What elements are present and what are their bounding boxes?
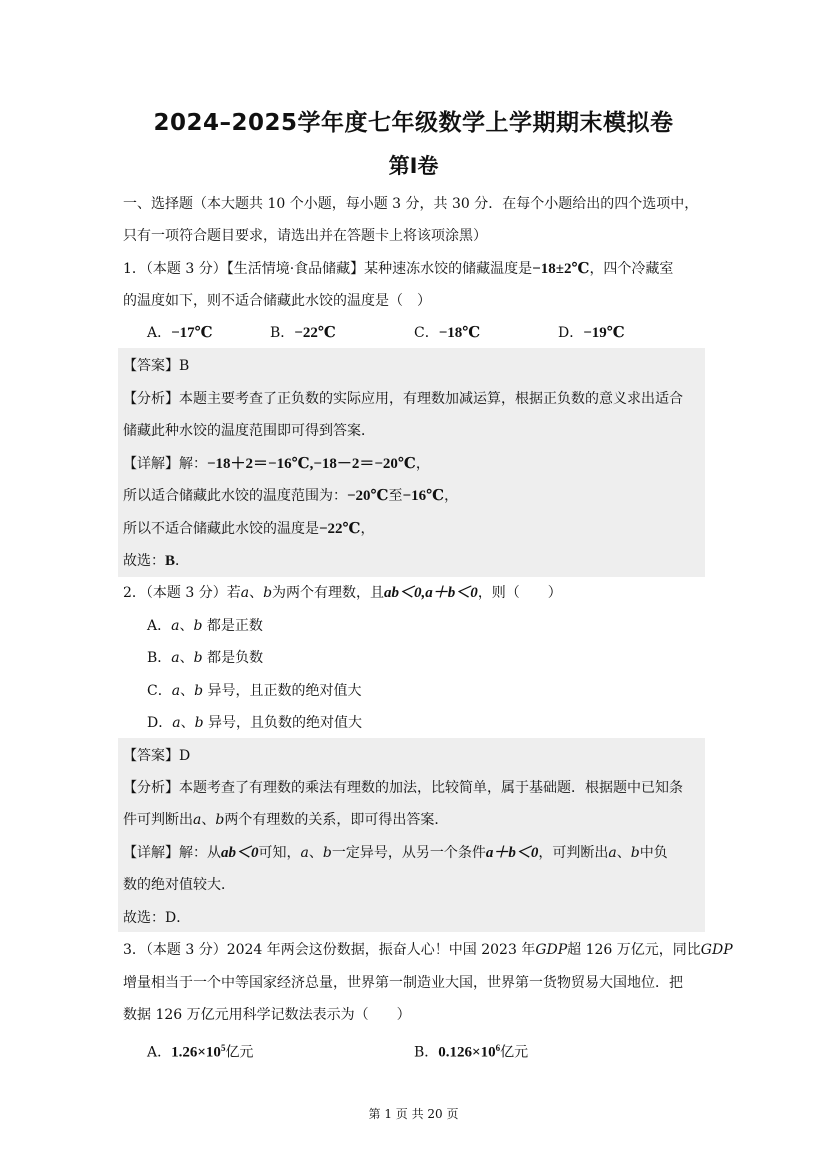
q2-solution-block — [118, 738, 705, 932]
q2-detail-text2: 一定异号，从另一个条件 — [331, 845, 486, 861]
q3-stem-line3: 数据 126 万亿元用科学记数法表示为（ ） — [123, 1007, 411, 1023]
q1-stem-text-end: ，四个冷藏室 — [589, 261, 674, 277]
q1-option-a-label: A． — [147, 325, 172, 341]
q2-detail-line2: 数的绝对值较大． — [123, 877, 235, 893]
q3-option-a — [147, 1038, 253, 1063]
section-heading-line1: 一、选择题（本大题共 10 个小题，每小题 3 分，共 30 分．在每个小题给出的四个选项中， — [123, 196, 699, 212]
q2-stem-end: ，则（ ） — [477, 585, 562, 601]
q2-option-a — [147, 616, 732, 636]
q3-option-a-math: 1.26×10 — [171, 1044, 221, 1061]
q3-option-a-unit: 亿元 — [225, 1044, 254, 1061]
q1-choose-text: 故选： — [123, 553, 165, 569]
q2-detail-label: 【详解】解：从 — [123, 845, 221, 861]
q3-option-b-math: 0.126×10 — [438, 1044, 496, 1061]
q2-option-b — [147, 648, 732, 668]
q3-stem-line1 — [123, 940, 733, 960]
q2-option-d-var-a: a — [172, 715, 181, 731]
q2-stem — [123, 583, 708, 603]
q1-analysis-line2: 储藏此种水饺的温度范围即可得到答案． — [123, 423, 375, 439]
q2-option-d-label: D． — [147, 715, 173, 731]
q3-option-a-label: A． — [147, 1044, 172, 1061]
q2-option-d — [147, 713, 732, 733]
q1-option-c — [414, 323, 480, 343]
q2-analysis-var-a: a — [193, 812, 202, 828]
q1-choose-math: B — [165, 553, 176, 569]
q1-range-mid: 至 — [388, 488, 403, 504]
q2-option-b-sep: 、 — [179, 650, 194, 666]
q1-range-low: −20℃ — [347, 488, 389, 504]
q1-range-text: 所以适合储藏此水饺的温度范围为： — [123, 488, 347, 504]
q1-option-b-value: −22℃ — [294, 325, 336, 341]
q2-detail-math2: a＋b＜0 — [485, 845, 539, 861]
q2-option-a-sep: 、 — [179, 618, 194, 634]
q1-range-high: −16℃ — [402, 488, 445, 504]
q2-analysis-sep: 、 — [201, 812, 216, 828]
q2-stem-text: 2．（本题 3 分）若 — [123, 585, 241, 601]
q1-stem-text: 1．（本题 3 分）【生活情境·食品储藏】某种速冻水饺的储藏温度是 — [123, 261, 533, 277]
q3-option-b-exp: 6 — [495, 1043, 501, 1053]
q2-analysis-line2 — [123, 810, 708, 830]
q2-sep: 、 — [249, 585, 264, 601]
q3-option-b — [414, 1038, 528, 1063]
q2-choose: 故选：D． — [123, 910, 191, 926]
q3-option-b-unit: 亿元 — [500, 1044, 529, 1061]
q2-analysis-var-b: b — [215, 812, 225, 828]
q2-option-d-var-b: b — [194, 715, 204, 731]
q2-detail-text4: 中负 — [639, 845, 668, 861]
q2-detail-var-a: a — [300, 845, 309, 861]
q1-answer: 【答案】B — [123, 358, 190, 374]
q2-detail — [123, 843, 708, 863]
q1-range-end: ， — [444, 488, 459, 504]
q1-stem-math: −18±2℃ — [532, 261, 590, 277]
q1-analysis-line1: 【分析】本题主要考查了正负数的实际应用，有理数加减运算，根据正负数的意义求出适合 — [123, 391, 683, 407]
q1-not-end: ， — [360, 521, 375, 537]
q1-option-a — [147, 323, 213, 343]
q2-detail-text3: ，可判断出 — [538, 845, 609, 861]
page-title: 2024–2025学年度七年级数学上学期期末模拟卷 — [153, 110, 674, 136]
q2-option-a-text: 都是正数 — [206, 618, 263, 634]
q1-not-text: 所以不适合储藏此水饺的温度是 — [123, 521, 319, 537]
q1-not-suitable — [123, 519, 708, 539]
q1-detail-end: ， — [415, 456, 430, 472]
q2-option-c-sep: 、 — [180, 683, 195, 699]
q2-option-b-var-a: a — [171, 650, 180, 666]
q1-not-math: −22℃ — [319, 521, 361, 537]
q2-detail-text: 可知， — [258, 845, 301, 861]
q1-choose-end: ． — [175, 553, 190, 569]
q2-option-a-var-b: b — [193, 618, 203, 634]
q2-detail-math1: ab＜0 — [221, 845, 259, 861]
q2-stem-math: ab＜0,a＋b＜0 — [384, 585, 478, 601]
q1-stem-line1 — [123, 259, 708, 279]
q2-option-d-text: 异号，且负数的绝对值大 — [208, 715, 363, 731]
q3-gdp-2: GDP — [700, 942, 733, 958]
q3-gdp: GDP — [535, 942, 568, 958]
q3-stem-line2: 增量相当于一个中等国家经济总量，世界第一制造业大国，世界第一货物贸易大国地位．把 — [123, 975, 683, 991]
q2-detail-var-a2: a — [608, 845, 617, 861]
q1-option-b — [270, 323, 336, 343]
page-footer: 第 1 页 共 20 页 — [368, 1107, 459, 1121]
q2-stem-text2: 为两个有理数，且 — [272, 585, 385, 601]
page-subtitle: 第Ⅰ卷 — [388, 154, 439, 178]
q1-option-d — [558, 323, 625, 343]
q2-var-b: b — [263, 585, 273, 601]
q1-detail-math: −18＋2＝−16℃,−18－2＝−20℃ — [207, 456, 416, 472]
q1-detail-label: 【详解】解： — [123, 456, 207, 472]
q2-detail-var-b2: b — [630, 845, 640, 861]
q1-option-c-label: C． — [414, 325, 439, 341]
q2-option-c-label: C． — [147, 683, 172, 699]
q3-option-b-label: B． — [414, 1044, 439, 1061]
q2-var-a: a — [240, 585, 250, 601]
q2-detail-var-b: b — [322, 845, 332, 861]
q2-detail-sep: 、 — [308, 845, 323, 861]
q2-option-c-var-a: a — [171, 683, 181, 699]
q2-option-b-label: B． — [147, 650, 172, 666]
q2-option-c-text: 异号，且正数的绝对值大 — [207, 683, 362, 699]
q2-option-c — [147, 681, 732, 701]
q2-analysis-text2: 两个有理数的关系，即可得出答案． — [224, 812, 449, 828]
q1-range — [123, 486, 708, 506]
q3-stem-text2: 超 126 万亿元，同比 — [567, 942, 701, 958]
q1-option-a-value: −17℃ — [171, 325, 213, 341]
q1-option-c-value: −18℃ — [438, 325, 481, 341]
q1-option-d-value: −19℃ — [583, 325, 625, 341]
q1-choose — [123, 551, 708, 571]
q2-option-b-text: 都是负数 — [207, 650, 264, 666]
q2-option-a-var-a: a — [171, 618, 180, 634]
q2-option-c-var-b: b — [194, 683, 204, 699]
section-heading-line2: 只有一项符合题目要求，请选出并在答题卡上将该项涂黑） — [123, 228, 487, 244]
q1-stem-line2: 的温度如下，则不适合储藏此水饺的温度是（ ） — [123, 293, 431, 309]
q2-answer: 【答案】D — [123, 748, 191, 764]
q1-detail — [123, 454, 708, 474]
q2-option-a-label: A． — [147, 618, 172, 634]
q1-option-d-label: D． — [558, 325, 584, 341]
q2-analysis-line1: 【分析】本题考查了有理数的乘法有理数的加法，比较简单，属于基础题．根据题中已知条 — [123, 780, 683, 796]
q2-analysis-text: 件可判断出 — [123, 812, 193, 828]
q1-option-b-label: B． — [270, 325, 295, 341]
q2-option-b-var-b: b — [193, 650, 203, 666]
q2-option-d-sep: 、 — [180, 715, 195, 731]
q3-stem-text: 3．（本题 3 分）2024 年两会这份数据，振奋人心！中国 2023 年 — [123, 942, 536, 958]
q3-option-a-exp: 5 — [220, 1043, 226, 1053]
q2-detail-sep2: 、 — [616, 845, 631, 861]
